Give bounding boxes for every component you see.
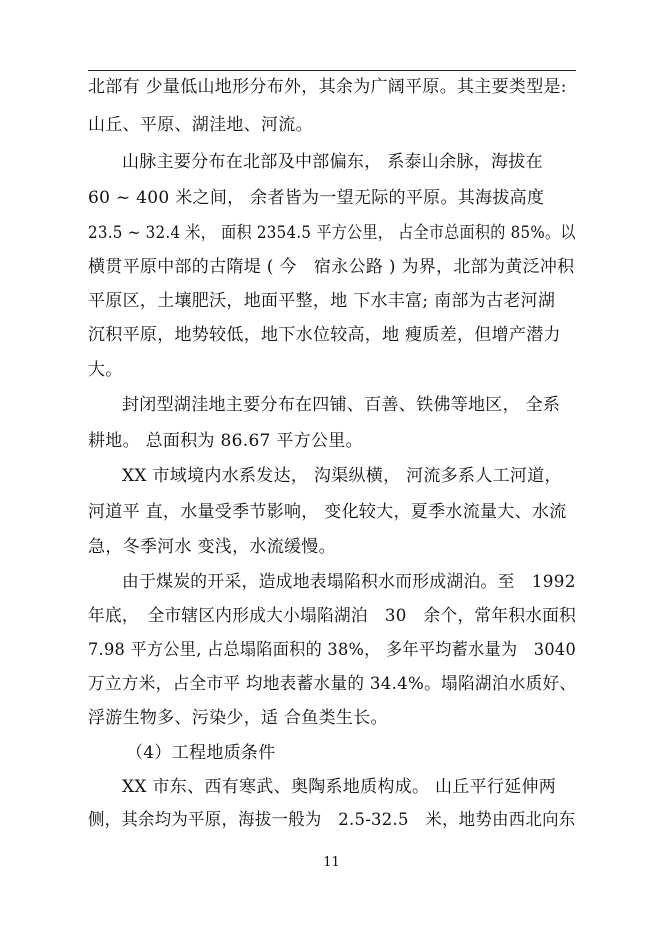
text-line-7: 平原区，土壤肥沃，地面平整，地 下水丰富; 南部为古老河湖 bbox=[88, 291, 556, 311]
section-heading: （4）工程地质条件 bbox=[126, 743, 276, 763]
text-line-10: 封闭型湖洼地主要分布在四铺、百善、铁佛等地区， 全系 bbox=[122, 395, 561, 415]
text-line-9: 大。 bbox=[88, 360, 123, 380]
text-line-18: 万立方米，占全市平 均地表蓄水量的 34.4%。塌陷湖泊水质好、 bbox=[88, 674, 577, 694]
text-line-14: 急，冬季河水 变浅，水流缓慢。 bbox=[88, 537, 336, 557]
text-line-15: 由于煤炭的开采，造成地表塌陷积水而形成湖泊。至 1992 bbox=[122, 572, 576, 592]
text-line-13: 河道平 直，水量受季节影响， 变化较大，夏季水流量大、水流 bbox=[88, 502, 567, 522]
text-line-1: 北部有 少量低山地形分布外，其余为广阔平原。其主要类型是: bbox=[88, 77, 567, 97]
text-line-8: 沉积平原，地势较低，地下水位较高，地 瘦质差，但增产潜力 bbox=[88, 325, 561, 345]
text-line-11: 耕地。 总面积为 86.67 平方公里。 bbox=[88, 431, 363, 451]
text-line-4: 60 ~ 400 米之间， 余者皆为一望无际的平原。其海拔高度 bbox=[88, 188, 545, 208]
text-line-17: 7.98 平方公里, 占总塌陷面积的 38%， 多年平均蓄水量为 3040 bbox=[88, 640, 577, 660]
text-line-12: XX 市域境内水系发达， 沟渠纵横， 河流多系人工河道， bbox=[122, 466, 562, 486]
text-line-2: 山丘、平原、湖洼地、河流。 bbox=[88, 115, 313, 135]
text-line-6: 横贯平原中部的古隋堤 ( 今 宿永公路 ) 为界，北部为黄泛冲积 bbox=[88, 257, 575, 277]
text-line-5: 23.5 ~ 32.4 米， 面积 2354.5 平方公里， 占全市总面积的 85%。以 bbox=[88, 223, 576, 243]
text-line-16: 年底， 全市辖区内形成大小塌陷湖泊 30 余个，常年积水面积 bbox=[88, 606, 577, 626]
text-line-21: XX 市东、西有寒武、奥陶系地质构成。 山丘平行延伸两 bbox=[122, 777, 557, 797]
text-line-3: 山脉主要分布在北部及中部偏东， 系泰山余脉，海拔在 bbox=[122, 152, 543, 172]
page-number: 11 bbox=[323, 855, 340, 870]
text-line-22: 侧，其余均为平原，海拔一般为 2.5-32.5 米，地势由西北向东 bbox=[88, 810, 576, 830]
header-rule bbox=[88, 70, 576, 71]
text-line-19: 浮游生物多、污染少，适 合鱼类生长。 bbox=[88, 708, 388, 728]
